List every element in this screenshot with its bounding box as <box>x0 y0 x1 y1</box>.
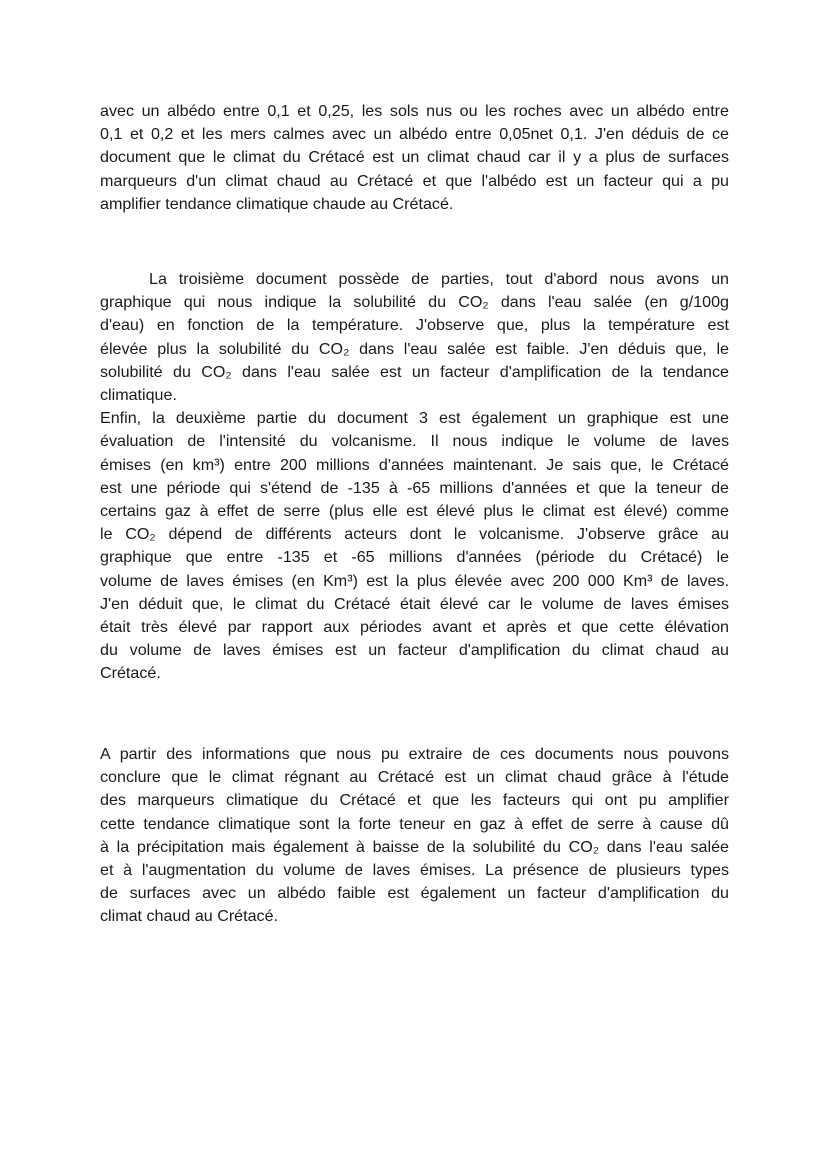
text-line: 0,1 et 0,2 et les mers calmes avec un albédo entre 0,05net 0,1. J'en déduis de ce <box>100 125 729 144</box>
text-line: était très élevé par rapport aux périodes avant et après et que cette élévation <box>100 618 729 637</box>
text-line: amplifier tendance climatique chaude au Crétacé. <box>100 194 454 213</box>
text-line: d'eau) en fonction de la température. J'observe que, plus la température est <box>100 316 729 335</box>
text-line: A partir des informations que nous pu extraire de ces documents nous pouvons <box>100 745 729 763</box>
paragraph-albedo-conclusion <box>100 100 729 216</box>
text-line: avec un albédo entre 0,1 et 0,25, les sols nus ou les roches avec un albédo entre <box>100 102 729 120</box>
text-line: émises (en km³) entre 200 millions d'années maintenant. Je sais que, le Crétacé <box>100 455 729 474</box>
text-line: et à l'augmentation du volume de laves émises. La présence de plusieurs types <box>100 861 729 880</box>
text-line: cette tendance climatique sont la forte teneur en gaz à effet de serre à cause dû <box>100 814 729 833</box>
text-line: climatique. <box>100 386 177 405</box>
text-line: graphique que entre -135 et -65 millions d'années (période du Crétacé) le <box>100 548 729 567</box>
text-line: conclure que le climat régnant au Crétacé est un climat chaud grâce à l'étude <box>100 768 729 787</box>
text-line: La troisième document possède de parties, tout d'abord nous avons un <box>149 270 729 288</box>
text-line: de surfaces avec un albédo faible est également un facteur d'amplification du <box>100 884 729 903</box>
text-line: certains gaz à effet de serre (plus elle est élevé plus le climat est élevé) comme <box>100 502 729 521</box>
text-line: évaluation de l'intensité du volcanisme. Il nous indique le volume de laves <box>100 432 729 451</box>
text-line: Crétacé. <box>100 664 161 683</box>
paragraph-document-3 <box>100 268 729 686</box>
text-line: graphique qui nous indique la solubilité du CO₂ dans l'eau salée (en g/100g <box>100 293 729 312</box>
text-line: marqueurs d'un climat chaud au Crétacé et que l'albédo est un facteur qui a pu <box>100 171 729 190</box>
text-line: volume de laves émises (en Km³) est la plus élevée avec 200 000 Km³ de laves. <box>100 571 729 590</box>
text-line: des marqueurs climatique du Crétacé et que les facteurs qui ont pu amplifier <box>100 791 729 810</box>
text-line: à la précipitation mais également à baisse de la solubilité du CO₂ dans l'eau salée <box>100 837 729 856</box>
text-line: solubilité du CO₂ dans l'eau salée est un facteur d'amplification de la tendance <box>100 362 729 381</box>
text-line: climat chaud au Crétacé. <box>100 907 279 926</box>
text-line: du volume de laves émises est un facteur d'amplification du climat chaud au <box>100 641 729 660</box>
paragraph-conclusion <box>100 743 729 929</box>
text-line: Enfin, la deuxième partie du document 3 est également un graphique est une <box>100 409 729 428</box>
text-line: document que le climat du Crétacé est un climat chaud car il y a plus de surfaces <box>100 148 729 167</box>
text-line: élevée plus la solubilité du CO₂ dans l'eau salée est faible. J'en déduis que, le <box>100 339 729 358</box>
text-line: le CO₂ dépend de différents acteurs dont le volcanisme. J'observe grâce au <box>100 525 729 544</box>
text-line: est une période qui s'étend de -135 à -65 millions d'années et que la teneur de <box>100 478 729 497</box>
text-line: J'en déduit que, le climat du Crétacé était élevé car le volume de laves émises <box>100 594 729 613</box>
